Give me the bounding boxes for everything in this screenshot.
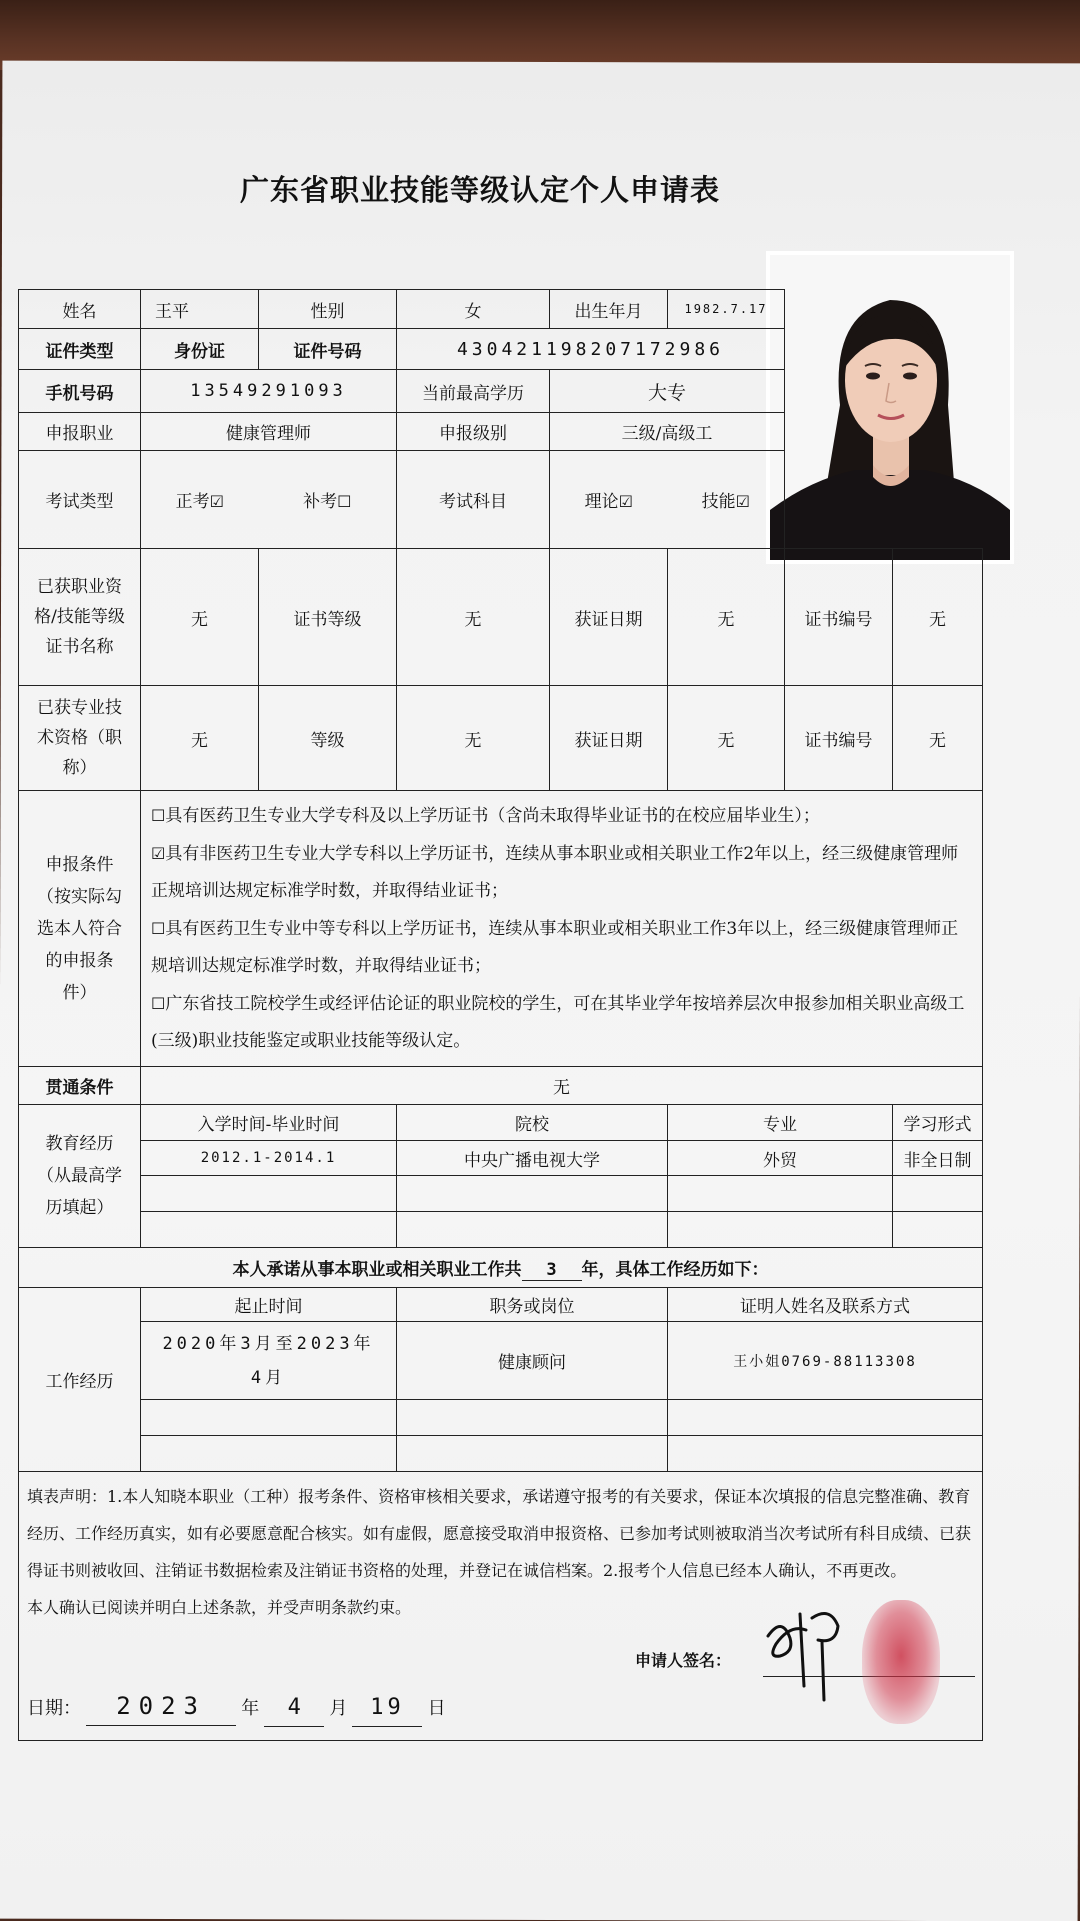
unchecked-box-icon: ☐ [151,806,166,825]
unchecked-box-icon: ☐ [151,994,166,1013]
value-cert-no: 无 [893,549,983,686]
label-id-no: 证件号码 [259,329,397,370]
value-cert-name: 无 [141,549,259,686]
label-birth: 出生年月 [550,290,668,329]
edu-school: 中央广播电视大学 [397,1141,668,1176]
date-day: 19 [352,1689,422,1727]
value-through: 无 [141,1067,983,1105]
value-birth: 1982.7.17 [668,290,785,329]
label-exam-subject: 考试科目 [397,451,550,549]
work-header-ref: 证明人姓名及联系方式 [668,1288,983,1322]
checked-box-icon: ☑ [209,492,224,511]
edu-header-major: 专业 [668,1105,893,1141]
work-position: 健康顾问 [397,1322,668,1400]
declaration-confirm: 本人确认已阅读并明白上述条款，并受声明条款约束。 [27,1598,412,1617]
condition-item [151,910,972,985]
value-gender: 女 [397,290,550,329]
edu-empty-cell [397,1212,668,1248]
label-id-type: 证件类型 [19,329,141,370]
work-empty-cell [141,1400,397,1436]
label-level: 申报级别 [397,413,550,451]
label-cert-date: 获证日期 [550,549,668,686]
exam-makeup-option [259,451,397,549]
unchecked-box-icon: ☐ [337,492,352,511]
edu-empty-cell [668,1212,893,1248]
label-conditions: 申报条件（按实际勾选本人符合的申报条件） [19,791,141,1067]
label-cert-obtained: 已获职业资格/技能等级证书名称 [19,549,141,686]
work-ref: 王小姐0769-88113308 [668,1322,983,1400]
value-education: 大专 [550,370,785,413]
work-empty-cell [397,1400,668,1436]
date-year: 2023 [86,1688,236,1726]
work-header-position: 职务或岗位 [397,1288,668,1322]
value-phone: 13549291093 [141,370,397,413]
condition-item [151,797,972,835]
edu-empty-cell [893,1212,983,1248]
label-work-history: 工作经历 [19,1288,141,1472]
value-prof-grade: 无 [397,686,550,791]
application-table [18,289,983,1741]
edu-empty-cell [893,1176,983,1212]
exam-theory-option [550,451,668,549]
value-cert-grade: 无 [397,549,550,686]
work-empty-cell [141,1436,397,1472]
value-name: 王平 [141,290,259,329]
edu-mode: 非全日制 [893,1141,983,1176]
value-level: 三级/高级工 [550,413,785,451]
signature-label: 申请人签名： [635,1651,732,1670]
condition-item [151,985,972,1060]
edu-empty-cell [668,1176,893,1212]
date-month-unit: 月 [329,1698,348,1719]
label-occupation: 申报职业 [19,413,141,451]
exam-regular-option [141,451,259,549]
checked-box-icon: ☑ [618,492,633,511]
label-cert-grade: 证书等级 [259,549,397,686]
label-prof-grade: 等级 [259,686,397,791]
checked-box-icon: ☑ [151,844,166,863]
work-years: 3 [522,1260,582,1281]
conditions-list [141,791,983,1067]
exam-theory-label: 理论 [584,492,619,512]
handwritten-signature [760,1596,870,1706]
unchecked-box-icon: ☐ [151,919,166,938]
date-day-unit: 日 [427,1698,446,1719]
value-id-no: 430421198207172986 [397,329,785,370]
edu-period: 2012.1-2014.1 [141,1141,397,1176]
label-gender: 性别 [259,290,397,329]
edu-empty-cell [141,1176,397,1212]
value-prof-name: 无 [141,686,259,791]
condition-text: 具有非医药卫生专业大学专科以上学历证书，连续从事本职业或相关职业工作2年以上，经三级健康管理师正规培训达规定标准学时数，并取得结业证书； [151,844,959,901]
value-prof-no: 无 [893,686,983,791]
fingerprint-stamp [862,1600,940,1724]
value-occupation: 健康管理师 [141,413,397,451]
date-label: 日期： [27,1698,81,1719]
work-commitment [19,1248,983,1288]
date-year-unit: 年 [241,1698,260,1719]
work-period: 2020年3月至2023年4月 [141,1322,397,1400]
work-empty-cell [668,1436,983,1472]
label-prof-obtained: 已获专业技术资格（职称） [19,686,141,791]
work-empty-cell [397,1436,668,1472]
desk-background [0,0,1080,70]
label-exam-type: 考试类型 [19,451,141,549]
work-header-period: 起止时间 [141,1288,397,1322]
label-phone: 手机号码 [19,370,141,413]
exam-skill-option [668,451,785,549]
checked-box-icon: ☑ [735,492,750,511]
label-cert-no: 证书编号 [785,549,893,686]
exam-skill-label: 技能 [701,492,736,512]
label-through: 贯通条件 [19,1067,141,1105]
value-id-type: 身份证 [141,329,259,370]
edu-empty-cell [141,1212,397,1248]
condition-text: 广东省技工院校学生或经评估论证的职业院校的学生，可在其毕业学年按培养层次申报参加相关职业高级工(三级)职业技能鉴定或职业技能等级认定。 [151,994,965,1051]
label-prof-no: 证书编号 [785,686,893,791]
condition-text: 具有医药卫生专业中等专科以上学历证书，连续从事本职业或相关职业工作3年以上，经三级健康管理师正规培训达规定标准学时数，并取得结业证书； [151,919,959,976]
label-name: 姓名 [19,290,141,329]
declaration-text: 填表声明：1.本人知晓本职业（工种）报考条件、资格审核相关要求，承诺遵守报考的有关要求，保证本次填报的信息完整准确、教育经历、工作经历真实，如有必要愿意配合核实。如有虚假，愿意接受取消申报资格、已参加考试则被取消当次考试所有科目成绩、已获得证书则被收回、注销证书数据检索及注销证书资格的处理，并登记在诚信档案。2.报考个人信息已经本人确认，不再更改。 [27,1487,972,1580]
label-prof-date: 获证日期 [550,686,668,791]
edu-header-mode: 学习形式 [893,1105,983,1141]
condition-item [151,835,972,910]
edu-header-period: 入学时间-毕业时间 [141,1105,397,1141]
edu-empty-cell [397,1176,668,1212]
work-empty-cell [668,1400,983,1436]
form-title: 广东省职业技能等级认定个人申请表 [239,173,720,207]
edu-major: 外贸 [668,1141,893,1176]
value-prof-date: 无 [668,686,785,791]
label-education: 当前最高学历 [397,370,550,413]
work-commit-prefix: 本人承诺从事本职业或相关职业工作共 [232,1259,522,1280]
exam-regular-label: 正考 [175,492,210,512]
condition-text: 具有医药卫生专业大学专科及以上学历证书（含尚未取得毕业证书的在校应届毕业生）； [165,806,820,826]
exam-makeup-label: 补考 [303,492,338,512]
edu-header-school: 院校 [397,1105,668,1141]
value-cert-date: 无 [668,549,785,686]
work-commit-suffix: 年，具体工作经历如下： [581,1259,769,1280]
date-month: 4 [264,1689,324,1727]
label-edu-history: 教育经历（从最高学历填起） [19,1105,141,1248]
